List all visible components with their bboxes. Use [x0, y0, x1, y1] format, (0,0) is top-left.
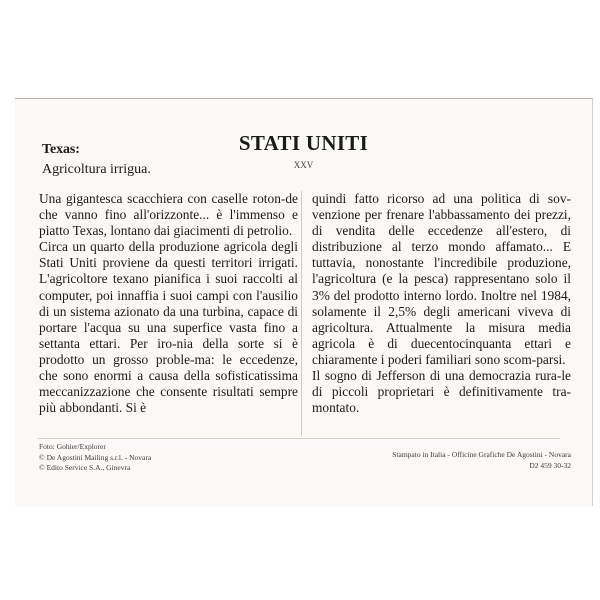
info-card [15, 98, 593, 506]
paragraph: Circa un quarto della produzione agricola degli Stati Uniti proviene da questi territori irrigati. L'agricoltore texano pianifica i suoi raccolti al computer, poi innaffia i suoi campi con l'ausilio di un sistema azionato da una turbina, capace di portare l'acqua su una superfice vasta fino a settanta ettari. Per iro-nia della sorte si è prodotto un grosso proble-ma: le eccedenze, che sono enormi a causa della sofisticatissima meccanizzazione che consente risultati sempre più abbondanti. Si è [39, 239, 298, 416]
credit-line: © Edito Service S.A., Ginevra [39, 463, 131, 472]
paragraph: Il sogno di Jefferson di una democrazia rura-le di piccoli proprietari è definitivamente tra-montato. [312, 368, 571, 416]
credit-line: © De Agostini Mailing s.r.l. - Novara [39, 452, 152, 462]
column-divider [301, 191, 302, 436]
card-subject: Texas: [42, 142, 80, 157]
text-column-left [39, 191, 298, 416]
printer-info [392, 450, 571, 471]
footer-divider [38, 438, 560, 439]
paragraph: quindi fatto ricorso ad una politica di sov-venzione per frenare l'abbassamento dei prezzi, di vendita delle eccedenze all'estero, di distribuzione al terzo mondo affamato... E tuttavia, nonostante l'incredibile produzione, l'agricoltura (e la pesca) rappresentano solo il 3% del prodotto interno lordo. Inoltre nel 1984, solamente il 2,5% degli americani viveva di agricoltura. Attualmente la misura media agricola è di duecentocinquanta ettari e chiaramente i poderi familiari sono scom-parsi. [312, 191, 571, 367]
card-subtitle: Agricoltura irrigua. [42, 162, 151, 177]
printer-line: Stampato in Italia - Officine Grafiche De Agostini - Novara [392, 450, 571, 459]
product-code: D2 459 30-32 [529, 460, 571, 470]
credit-line: Foto: Gohier/Explorer [39, 442, 106, 451]
paragraph: Una gigantesca scacchiera con caselle roton-de che vanno fino all'orizzonte... è l'immenso e piatto Texas, lontano dai giacimenti di petrolio. [39, 191, 298, 239]
series-number: XXV [293, 160, 314, 170]
text-column-right [312, 191, 571, 416]
card-title: STATI UNITI [238, 131, 369, 155]
photo-credits [39, 442, 151, 474]
